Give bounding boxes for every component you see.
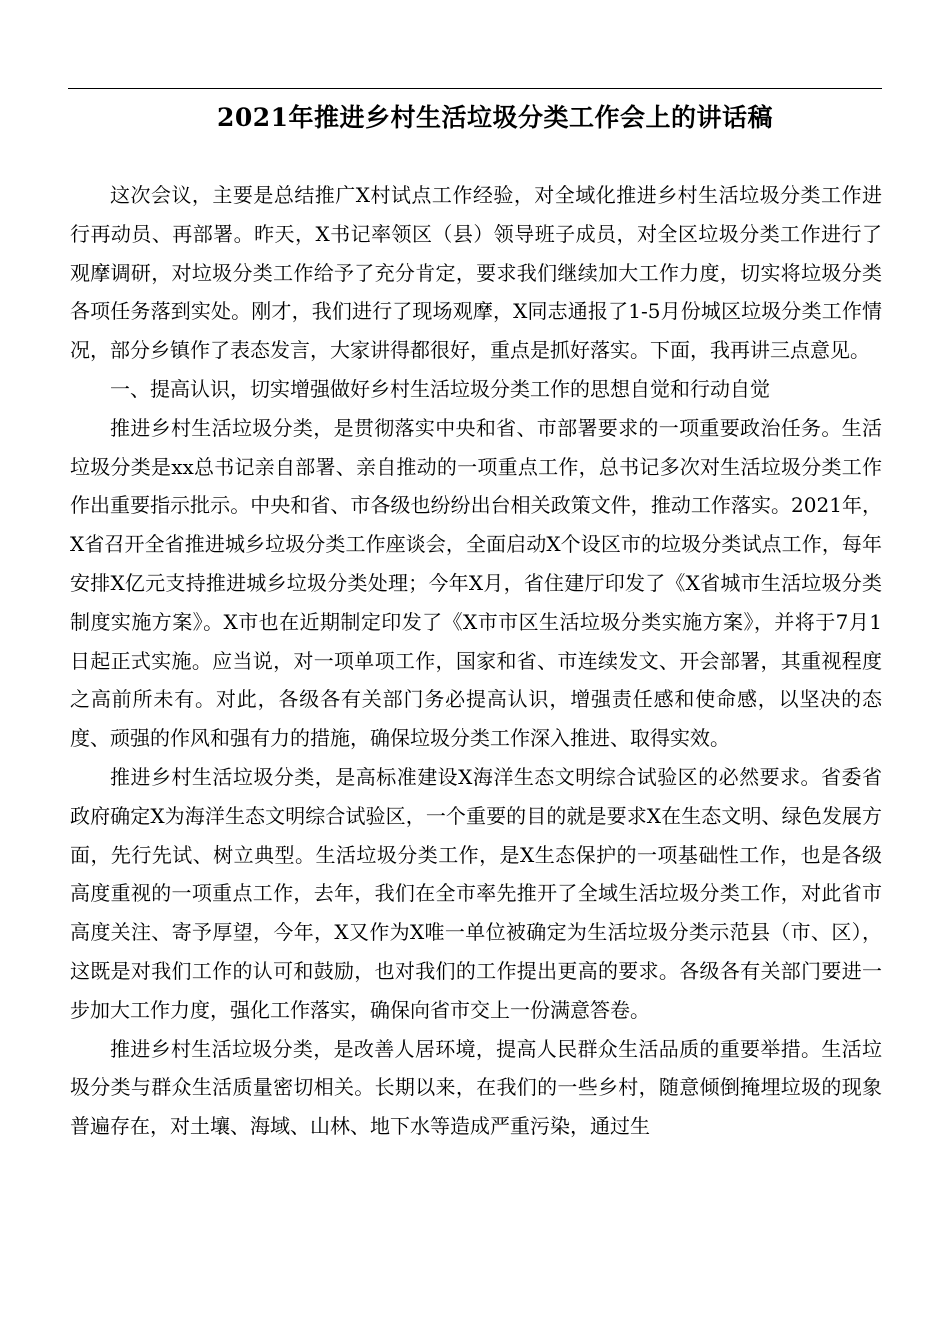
- paragraph-intro: 这次会议，主要是总结推广X村试点工作经验，对全域化推进乡村生活垃圾分类工作进行再动员、再部署。昨天，X书记率领区（县）领导班子成员，对全区垃圾分类工作进行了观摩调研，对垃圾分类工作给予了充分肯定，要求我们继续加大工作力度，切实将垃圾分类各项任务落到实处。刚才，我们进行了现场观摩，X同志通报了1-5月份城区垃圾分类工作情况，部分乡镇作了表态发言，大家讲得都很好，重点是抓好落实。下面，我再讲三点意见。: [70, 183, 882, 363]
- document-title: 2021年推进乡村生活垃圾分类工作会上的讲话稿: [216, 103, 774, 132]
- section-heading-1: 一、提高认识，切实增强做好乡村生活垃圾分类工作的思想自觉和行动自觉: [110, 376, 770, 401]
- document-body: [70, 176, 882, 1146]
- paragraph-political-task: 推进乡村生活垃圾分类，是贯彻落实中央和省、市部署要求的一项重要政治任务。生活垃圾分类是xx总书记亲自部署、亲自推动的一项重点工作，总书记多次对生活垃圾分类工作作出重要指示批示。中央和省、市各级也纷纷出台相关政策文件，推动工作落实。2021年，X省召开全省推进城乡垃圾分类工作座谈会，全面启动X个设区市的垃圾分类试点工作，每年安排X亿元支持推进城乡垃圾分类处理；今年X月，省住建厅印发了《X省城市生活垃圾分类制度实施方案》。X市也在近期制定印发了《X市市区生活垃圾分类实施方案》，并将于7月1日起正式实施。应当说，对一项单项工作，国家和省、市连续发文、开会部署，其重视程度之高前所未有。对此，各级各有关部门务必提高认识，增强责任感和使命感，以坚决的态度、顽强的作风和强有力的措施，确保垃圾分类工作深入推进、取得实效。: [70, 415, 882, 751]
- header-rule: [68, 88, 882, 89]
- paragraph-living-environment: 推进乡村生活垃圾分类，是改善人居环境，提高人民群众生活品质的重要举措。生活垃圾分类与群众生活质量密切相关。长期以来，在我们的一些乡村，随意倾倒掩埋垃圾的现象普遍存在，对土壤、海域、山林、地下水等造成严重污染，通过生: [70, 1036, 882, 1139]
- paragraph-ecological-zone: 推进乡村生活垃圾分类，是高标准建设X海洋生态文明综合试验区的必然要求。省委省政府确定X为海洋生态文明综合试验区，一个重要的目的就是要求X在生态文明、绿色发展方面，先行先试、树立典型。生活垃圾分类工作，是X生态保护的一项基础性工作，也是各级高度重视的一项重点工作，去年，我们在全市率先推开了全域生活垃圾分类工作，对此省市高度关注、寄予厚望，今年，X又作为X唯一单位被确定为生活垃圾分类示范县（市、区），这既是对我们工作的认可和鼓励，也对我们的工作提出更高的要求。各级各有关部门要进一步加大工作力度，强化工作落实，确保向省市交上一份满意答卷。: [70, 764, 882, 1022]
